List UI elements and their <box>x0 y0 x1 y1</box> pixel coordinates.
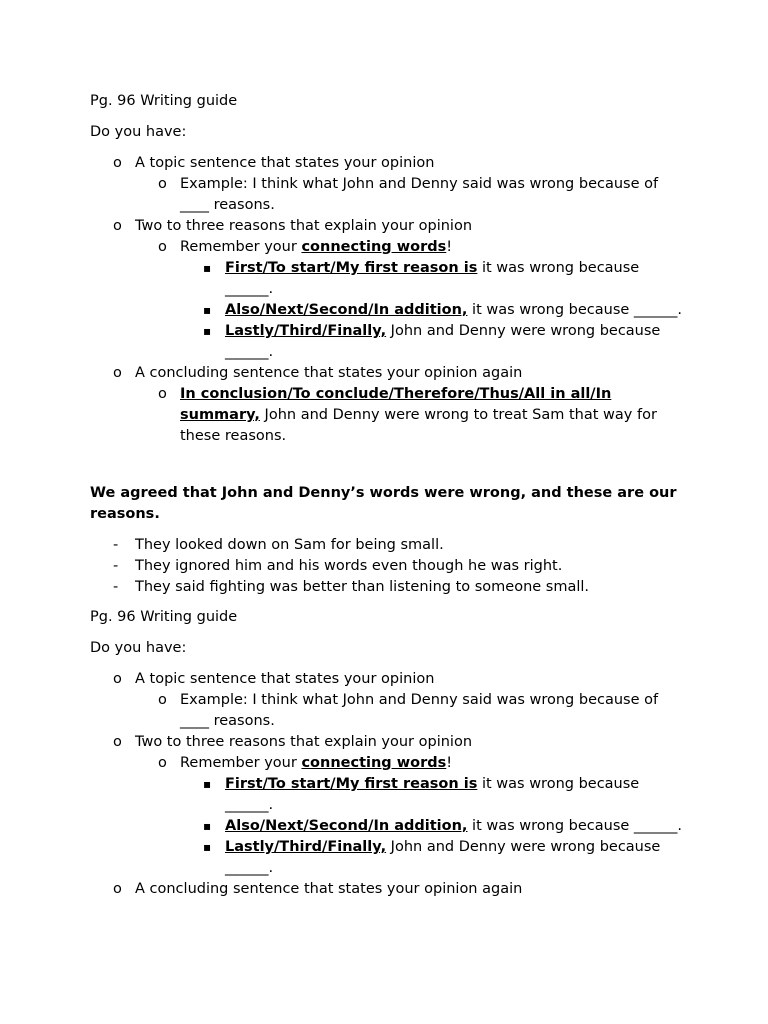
list-item: ▪ First/To start/My first reason is it was wrong because ______. <box>203 776 640 813</box>
agreement-section <box>90 483 690 598</box>
list-item: o Example: I think what John and Denny said was wrong because of ____ reasons. <box>158 692 659 729</box>
circle-bullet-icon: o <box>113 734 122 750</box>
guide-title: Pg. 96 Writing guide <box>90 93 238 109</box>
circle-bullet-icon: o <box>113 155 122 171</box>
list-item: o A concluding sentence that states your opinion again <box>90 363 690 384</box>
list-item: o A topic sentence that states your opinion <box>90 153 690 174</box>
list-item: o Two to three reasons that explain your opinion <box>90 216 690 237</box>
dash-bullet-icon: - <box>113 558 119 574</box>
circle-bullet-icon: o <box>113 365 122 381</box>
writing-guide-2 <box>90 607 690 900</box>
list-item: o A concluding sentence that states your opinion again <box>90 879 690 900</box>
list-item: ▪ Also/Next/Second/In addition, it was wrong because ______. <box>90 816 690 837</box>
square-bullet-icon: ▪ <box>203 324 212 338</box>
guide-checklist <box>90 669 690 900</box>
list-item: ▪ Lastly/Third/Finally, John and Denny were wrong because ______. <box>203 839 661 876</box>
square-bullet-icon: ▪ <box>203 303 212 317</box>
list-item: o Example: I think what John and Denny said was wrong because of ____ reasons. <box>158 176 659 213</box>
list-item: o Remember your connecting words! <box>90 237 690 258</box>
square-bullet-icon: ▪ <box>203 777 212 791</box>
circle-bullet-icon: o <box>158 176 167 192</box>
circle-bullet-icon: o <box>113 671 122 687</box>
agreement-heading: We agreed that John and Denny’s words were wrong, and these are our reasons. <box>90 485 677 522</box>
guide-question: Do you have: <box>90 640 187 656</box>
guide-title: Pg. 96 Writing guide <box>90 609 238 625</box>
circle-bullet-icon: o <box>113 881 122 897</box>
dash-bullet-icon: - <box>113 579 119 595</box>
circle-bullet-icon: o <box>113 218 122 234</box>
list-item: - They ignored him and his words even though he was right. <box>90 556 690 577</box>
list-item: o Two to three reasons that explain your opinion <box>90 732 690 753</box>
square-bullet-icon: ▪ <box>203 840 212 854</box>
list-item: o In conclusion/To conclude/Therefore/Thus/All in all/In summary, John and Denny were wrong to treat Sam that way for these reasons. <box>158 386 657 444</box>
circle-bullet-icon: o <box>158 386 167 402</box>
list-item: - They said fighting was better than listening to someone small. <box>90 577 690 598</box>
dash-bullet-icon: - <box>113 537 119 553</box>
circle-bullet-icon: o <box>158 239 167 255</box>
guide-checklist <box>90 153 690 447</box>
circle-bullet-icon: o <box>158 692 167 708</box>
list-item: ▪ Lastly/Third/Finally, John and Denny were wrong because ______. <box>203 323 661 360</box>
guide-question: Do you have: <box>90 124 187 140</box>
list-item: - They looked down on Sam for being small. <box>90 535 690 556</box>
circle-bullet-icon: o <box>158 755 167 771</box>
list-item: ▪ First/To start/My first reason is it was wrong because ______. <box>203 260 640 297</box>
square-bullet-icon: ▪ <box>203 819 212 833</box>
list-item: ▪ Also/Next/Second/In addition, it was wrong because ______. <box>90 300 690 321</box>
square-bullet-icon: ▪ <box>203 261 212 275</box>
reasons-list <box>90 535 690 598</box>
writing-guide-1 <box>90 91 690 447</box>
list-item: o A topic sentence that states your opinion <box>90 669 690 690</box>
list-item: o Remember your connecting words! <box>90 753 690 774</box>
